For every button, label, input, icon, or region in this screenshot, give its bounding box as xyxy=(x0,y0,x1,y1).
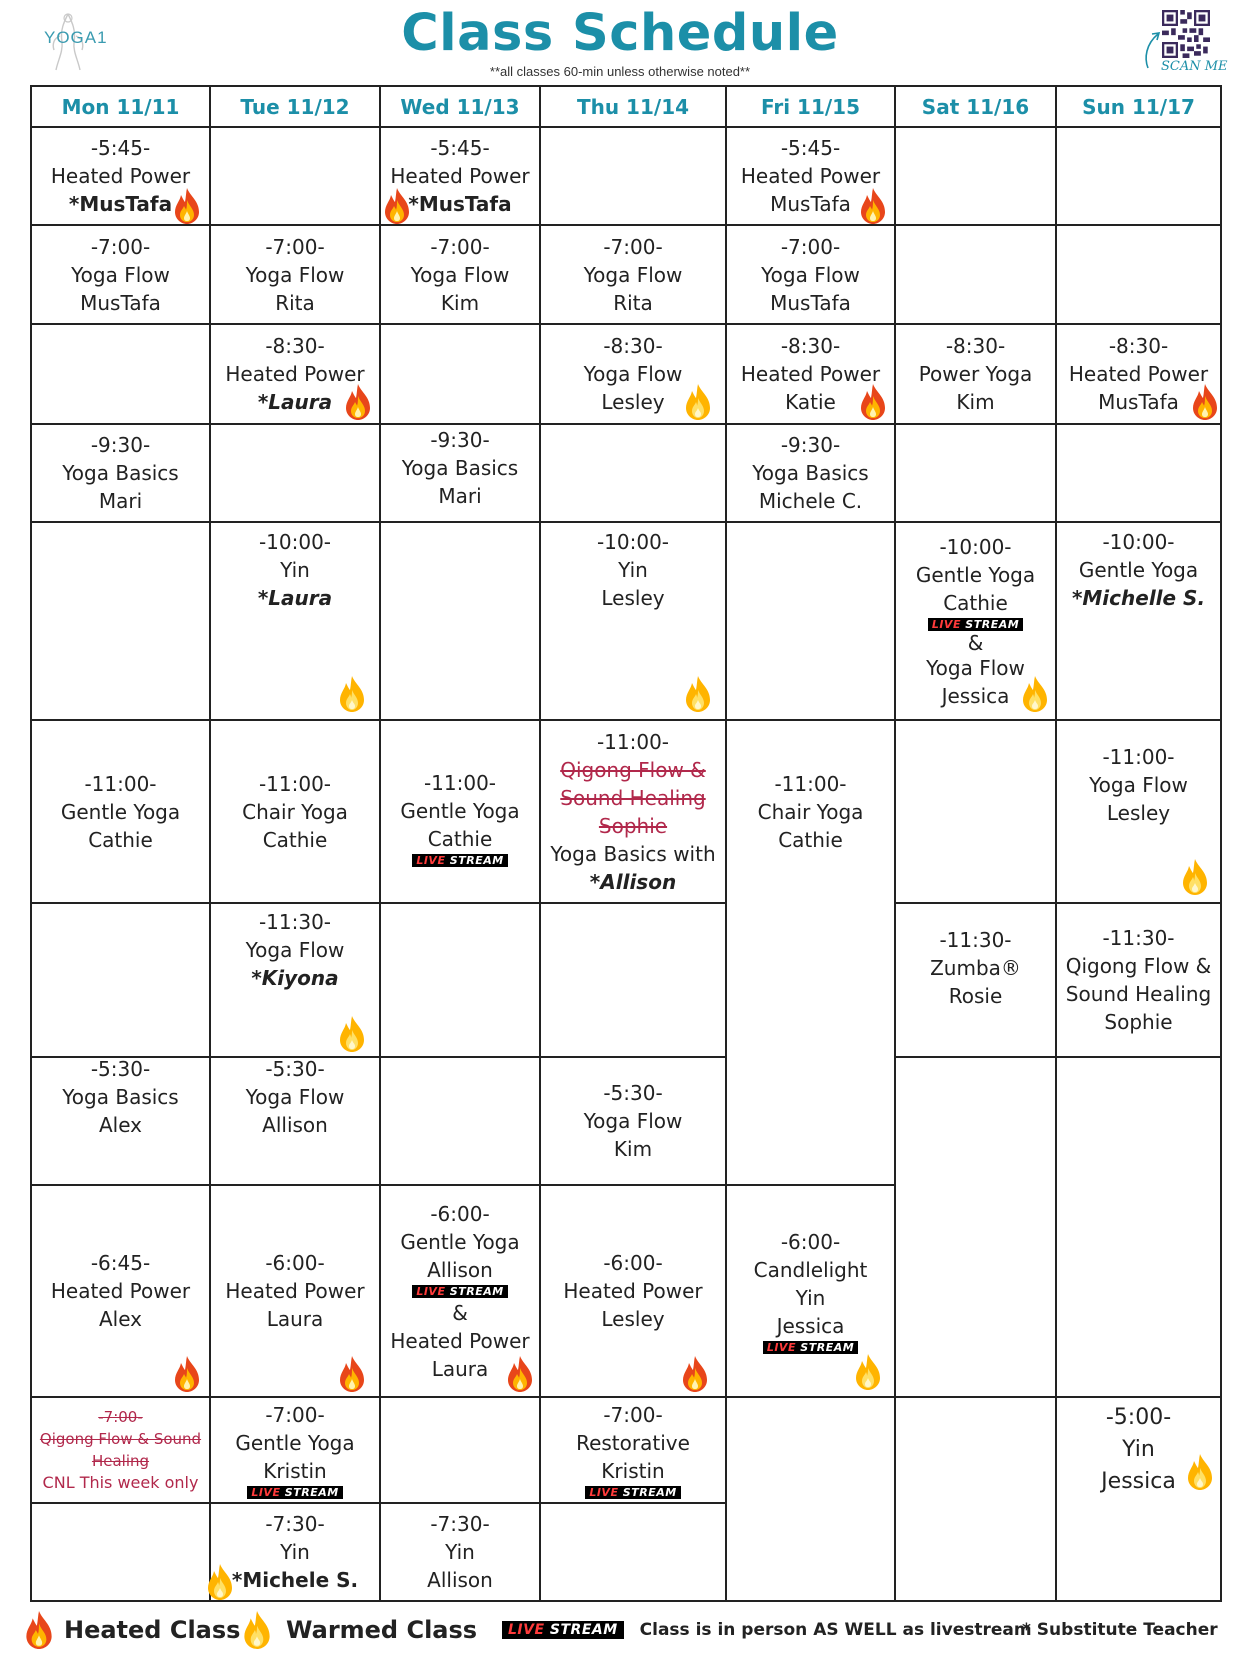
class-time: -5:30- xyxy=(265,1057,325,1081)
class-teacher-2: Laura xyxy=(431,1356,489,1381)
class-cell-fri-930[interactable] xyxy=(726,424,895,522)
heated-flame-icon xyxy=(172,1355,202,1393)
class-time: -8:30- xyxy=(265,334,325,358)
class-name: Power Yoga xyxy=(918,362,1033,386)
class-time: -7:30- xyxy=(430,1512,490,1536)
class-cell-wed-730[interactable] xyxy=(380,1503,540,1601)
class-name: Yin xyxy=(280,1540,310,1564)
class-time: -8:30- xyxy=(1108,334,1169,358)
cancelled-class-teacher: Sophie xyxy=(598,813,668,838)
class-teacher: *MusTafa xyxy=(68,192,173,216)
class-cell-thu-pm700[interactable] xyxy=(540,1397,726,1503)
cancelled-class-time: -7:00- xyxy=(98,1408,143,1426)
day-header-fri: Fri 11/15 xyxy=(760,94,861,119)
class-time: -7:00- xyxy=(90,234,151,259)
legend-warmed xyxy=(240,1612,477,1648)
warmed-flame-icon xyxy=(1020,675,1050,713)
class-name: Gentle Yoga xyxy=(60,799,181,824)
livestream-badge: LIVE STREAM xyxy=(502,1621,624,1639)
class-name: Heated Power xyxy=(563,1279,703,1303)
class-name: Heated Power xyxy=(1068,362,1209,386)
class-time: -10:00- xyxy=(939,534,1012,559)
class-time: -7:00- xyxy=(430,234,490,259)
day-header-sat: Sat 11/16 xyxy=(921,94,1030,119)
heated-flame-icon xyxy=(382,187,412,225)
page-title: Class Schedule xyxy=(401,4,839,63)
class-name: Yin xyxy=(618,558,648,582)
class-time: -8:30- xyxy=(603,334,663,358)
class-time: -9:30- xyxy=(430,428,490,452)
class-name: Yoga Flow xyxy=(583,1109,683,1133)
day-header-tue: Tue 11/12 xyxy=(240,94,350,119)
class-name: Yin xyxy=(280,558,310,582)
class-name: Qigong Flow & xyxy=(1065,954,1212,978)
class-time: -6:00- xyxy=(603,1251,663,1275)
class-and: & xyxy=(967,630,984,655)
heated-flame-icon xyxy=(22,1610,56,1650)
class-teacher: MusTafa xyxy=(1098,390,1179,414)
class-time: -10:00- xyxy=(1102,530,1175,554)
class-cell-thu-1100[interactable] xyxy=(540,720,726,903)
class-cell-mon-700[interactable] xyxy=(31,225,210,324)
class-time: -11:30- xyxy=(258,910,332,934)
heated-flame-icon xyxy=(858,383,888,421)
class-teacher: Jessica xyxy=(1101,1469,1176,1494)
class-teacher: Kim xyxy=(956,390,995,414)
class-time: -8:30- xyxy=(780,334,841,358)
class-cell-sat-830[interactable] xyxy=(895,324,1056,424)
class-teacher: Michele C. xyxy=(758,489,863,513)
legend-warmed-label: Warmed Class xyxy=(286,1616,478,1644)
class-teacher: MusTafa xyxy=(770,290,851,315)
livestream-badge: LIVE STREAM xyxy=(247,1486,342,1499)
class-time: -7:00- xyxy=(265,234,325,259)
class-name: Yoga Basics xyxy=(401,456,519,480)
class-teacher: *Michele S. xyxy=(231,1568,359,1592)
livestream-badge: LIVE STREAM xyxy=(585,1486,680,1499)
livestream-badge: LIVE STREAM xyxy=(412,854,507,867)
class-teacher: Rita xyxy=(275,290,315,315)
warmed-flame-icon xyxy=(683,383,713,421)
class-teacher: Lesley xyxy=(601,1307,665,1331)
class-cell-tue-pm700[interactable] xyxy=(210,1397,380,1503)
class-time: -11:00- xyxy=(423,771,497,795)
class-teacher: MusTafa xyxy=(770,192,851,216)
logo-text: YOGA1 xyxy=(44,28,108,47)
class-cell-mon-930[interactable] xyxy=(31,424,210,522)
class-teacher: Lesley xyxy=(601,390,665,414)
class-time: -6:00- xyxy=(265,1251,325,1275)
class-cell-mon-pm700-cancelled[interactable] xyxy=(31,1397,210,1503)
class-time: -9:30- xyxy=(90,433,151,457)
class-teacher: Cathie xyxy=(262,827,328,852)
class-name: Yoga Flow xyxy=(245,1085,345,1109)
class-cell-fri-700[interactable] xyxy=(726,225,895,324)
class-teacher: Mari xyxy=(438,484,482,508)
class-name: Yoga Flow xyxy=(71,262,170,287)
class-teacher: *Michelle S. xyxy=(1071,586,1206,610)
class-cell-wed-930[interactable] xyxy=(380,424,540,512)
class-name: Chair Yoga xyxy=(242,799,348,824)
class-time: -11:00- xyxy=(774,771,847,796)
class-teacher: Kristin xyxy=(601,1458,665,1483)
class-name: Heated Power xyxy=(740,164,881,188)
class-name: Gentle Yoga xyxy=(235,1430,355,1455)
class-time: -10:00- xyxy=(596,530,670,554)
class-cell-thu-1000[interactable] xyxy=(540,522,726,618)
class-teacher: *Allison xyxy=(589,869,677,894)
warmed-flame-icon xyxy=(337,1015,367,1053)
class-teacher: Katie xyxy=(785,390,836,414)
class-teacher: Cathie xyxy=(943,590,1008,615)
class-teacher: Mari xyxy=(98,489,143,513)
legend-livestream-label: Class is in person AS WELL as livestream xyxy=(639,1620,1032,1640)
heated-flame-icon xyxy=(680,1355,710,1393)
class-teacher: Lesley xyxy=(601,586,665,610)
legend-substitute xyxy=(1022,1612,1218,1648)
class-time: -10:00- xyxy=(258,530,332,554)
class-name-2: Yoga Flow xyxy=(926,655,1025,680)
class-teacher: Rita xyxy=(613,290,653,315)
class-name: Gentle Yoga xyxy=(400,1229,520,1254)
class-teacher: Kim xyxy=(613,1137,653,1161)
class-name: Yoga Flow xyxy=(1089,773,1188,797)
class-name: Yin xyxy=(445,1540,475,1564)
warmed-flame-icon xyxy=(1185,1453,1215,1491)
class-time: -6:00- xyxy=(430,1201,490,1226)
class-name: Candlelight xyxy=(753,1257,868,1282)
legend-livestream xyxy=(502,1612,1032,1648)
class-cell-sun-1000[interactable] xyxy=(1056,522,1221,618)
class-teacher: MusTafa xyxy=(80,290,161,315)
class-name: Yoga Flow xyxy=(761,262,860,287)
class-cell-sat-1130[interactable] xyxy=(895,903,1056,1033)
class-name: Yoga Basics with xyxy=(550,841,716,866)
heated-flame-icon xyxy=(343,383,373,421)
class-teacher: Jessica xyxy=(776,1313,845,1338)
class-and: & xyxy=(452,1300,468,1325)
class-time: -7:00- xyxy=(265,1402,325,1427)
class-cell-tue-1000[interactable] xyxy=(210,522,380,618)
class-teacher: *Laura xyxy=(257,586,333,610)
heated-flame-icon xyxy=(505,1355,535,1393)
day-header-mon: Mon 11/11 xyxy=(61,94,180,119)
class-teacher: Kim xyxy=(440,290,480,315)
class-teacher: Allison xyxy=(262,1113,328,1137)
class-name: Heated Power xyxy=(50,1279,191,1303)
class-name: Yoga Flow xyxy=(410,262,510,287)
class-cell-wed-1100[interactable] xyxy=(380,720,540,903)
livestream-badge: LIVE STREAM xyxy=(412,1285,507,1298)
day-header-thu: Thu 11/14 xyxy=(576,94,690,119)
class-name: Yoga Basics xyxy=(752,461,869,485)
class-cell-mon-530[interactable] xyxy=(31,1057,210,1185)
class-cell-tue-700[interactable] xyxy=(210,225,380,324)
cancelled-class-name-2: Sound Healing xyxy=(560,785,706,810)
livestream-badge: LIVE STREAM xyxy=(763,1341,858,1354)
class-time: -11:00- xyxy=(258,771,332,796)
warmed-flame-icon xyxy=(683,675,713,713)
cancelled-class-name-2: Healing xyxy=(91,1452,150,1470)
class-name: Heated Power xyxy=(50,164,191,188)
class-teacher: Alex xyxy=(98,1307,143,1331)
class-name-2: Heated Power xyxy=(390,1328,530,1353)
class-teacher: Alex xyxy=(98,1113,143,1137)
class-time: -5:30- xyxy=(603,1081,663,1105)
class-time: -5:45- xyxy=(90,136,151,160)
class-time: -11:30- xyxy=(1102,926,1175,950)
heated-flame-icon xyxy=(1190,383,1220,421)
class-teacher: Sophie xyxy=(1104,1010,1173,1034)
class-name: Yoga Flow xyxy=(245,938,345,962)
day-header-sun: Sun 11/17 xyxy=(1082,94,1195,119)
class-time: -5:30- xyxy=(90,1057,151,1081)
class-time: -11:30- xyxy=(939,928,1012,952)
class-name: Zumba® xyxy=(930,956,1021,980)
class-time: -5:45- xyxy=(430,136,490,160)
warmed-flame-icon xyxy=(1180,858,1210,896)
class-time: -8:30- xyxy=(945,334,1006,358)
class-teacher: Allison xyxy=(427,1257,493,1282)
class-name: Yoga Basics xyxy=(62,1085,179,1109)
class-time: -6:45- xyxy=(90,1251,151,1275)
class-name: Restorative xyxy=(576,1430,690,1455)
class-name: Heated Power xyxy=(225,1279,365,1303)
class-cell-sun-1100[interactable] xyxy=(1056,720,1221,850)
class-time: -7:00- xyxy=(603,234,663,259)
class-teacher: Rosie xyxy=(948,984,1003,1008)
class-cell-tue-1100[interactable] xyxy=(210,720,380,903)
class-time: -9:30- xyxy=(780,433,841,457)
day-header-wed: Wed 11/13 xyxy=(400,94,520,119)
class-teacher: Allison xyxy=(427,1568,493,1592)
legend-heated xyxy=(22,1612,240,1648)
class-name: Gentle Yoga xyxy=(1078,558,1199,582)
class-teacher: *MusTafa xyxy=(408,192,512,216)
cancellation-note: CNL This week only xyxy=(42,1473,199,1492)
class-time: -7:00- xyxy=(603,1402,663,1427)
warmed-flame-icon xyxy=(205,1563,235,1601)
legend-substitute-label: * Substitute Teacher xyxy=(1022,1620,1218,1640)
legend-heated-label: Heated Class xyxy=(64,1616,241,1644)
class-name-2: Yin xyxy=(795,1285,826,1310)
heated-flame-icon xyxy=(858,187,888,225)
heated-flame-icon xyxy=(172,187,202,225)
class-name: Heated Power xyxy=(390,164,530,188)
class-cell-thu-700[interactable] xyxy=(540,225,726,324)
class-time: -7:30- xyxy=(265,1512,325,1536)
class-name: Yoga Flow xyxy=(583,262,683,287)
warmed-flame-icon xyxy=(240,1610,274,1650)
class-teacher: Cathie xyxy=(778,827,843,852)
class-teacher: Lesley xyxy=(1106,801,1171,825)
page-subtitle: **all classes 60-min unless otherwise noted** xyxy=(489,64,751,79)
class-teacher: Cathie xyxy=(88,827,153,852)
class-time: -11:00- xyxy=(1102,745,1175,769)
cancelled-class-name: Qigong Flow & xyxy=(560,757,706,782)
class-name: Heated Power xyxy=(740,362,881,386)
class-cell-mon-1100[interactable] xyxy=(31,720,210,903)
class-teacher: Cathie xyxy=(427,827,493,851)
class-time: -11:00- xyxy=(596,729,670,754)
class-teacher: *Kiyona xyxy=(251,966,339,990)
class-teacher-2: Jessica xyxy=(941,683,1010,708)
class-cell-tue-1130[interactable] xyxy=(210,903,380,997)
class-name: Chair Yoga xyxy=(757,799,864,824)
class-name: Yoga Basics xyxy=(62,461,179,485)
class-cell-sun-1130[interactable] xyxy=(1056,903,1221,1057)
class-teacher: *Laura xyxy=(257,390,333,414)
class-teacher: Kristin xyxy=(263,1458,327,1483)
class-time: -11:00- xyxy=(84,771,157,796)
class-time: -7:00- xyxy=(780,234,841,259)
class-name-2: Sound Healing xyxy=(1065,982,1212,1006)
class-cell-wed-700[interactable] xyxy=(380,225,540,324)
class-cell-tue-730[interactable] xyxy=(210,1503,380,1601)
scan-me-label: SCAN ME xyxy=(1161,59,1228,74)
class-time: -5:45- xyxy=(780,136,841,160)
livestream-badge: LIVE STREAM xyxy=(928,618,1023,631)
class-time: -6:00- xyxy=(780,1229,841,1254)
class-name: Gentle Yoga xyxy=(400,799,520,823)
class-cell-fri-1100[interactable] xyxy=(726,720,895,903)
class-name: Yin xyxy=(1122,1437,1155,1462)
warmed-flame-icon xyxy=(337,675,367,713)
class-teacher: Laura xyxy=(266,1307,324,1331)
class-cell-tue-530[interactable] xyxy=(210,1057,380,1185)
class-name: Yoga Flow xyxy=(245,262,345,287)
heated-flame-icon xyxy=(337,1355,367,1393)
class-cell-thu-530[interactable] xyxy=(540,1057,726,1185)
class-name: Heated Power xyxy=(225,362,365,386)
class-name: Gentle Yoga xyxy=(915,562,1036,587)
class-name: Yoga Flow xyxy=(583,362,683,386)
warmed-flame-icon xyxy=(853,1353,883,1391)
cancelled-class-name: Qigong Flow & Sound xyxy=(39,1430,202,1448)
class-time: -5:00- xyxy=(1105,1405,1172,1430)
